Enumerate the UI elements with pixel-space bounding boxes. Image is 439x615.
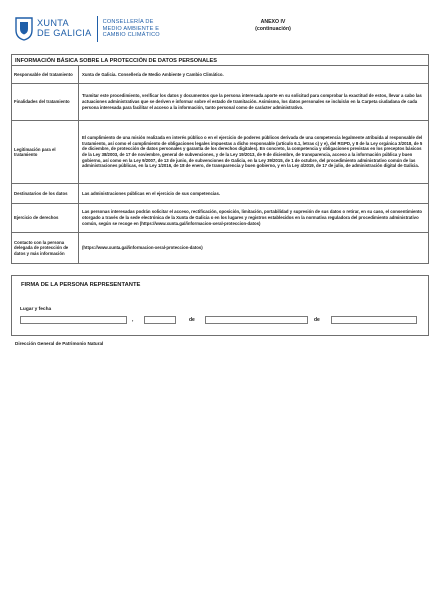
year-input[interactable] bbox=[331, 316, 417, 324]
xunta-wordmark bbox=[37, 19, 92, 38]
table-row bbox=[12, 66, 428, 84]
row-value bbox=[79, 233, 428, 263]
row-value bbox=[79, 84, 428, 120]
row-label: Finalidades del tratamiento bbox=[12, 84, 79, 120]
logo-divider bbox=[97, 16, 98, 42]
de-separator-2: de bbox=[314, 317, 320, 323]
table-row bbox=[12, 184, 428, 204]
table-row bbox=[12, 233, 428, 263]
data-protection-table bbox=[11, 54, 429, 264]
consellaria-line3: CAMBIO CLIMÁTICO bbox=[102, 32, 160, 39]
table-row bbox=[12, 204, 428, 233]
de-separator-1: de bbox=[189, 317, 195, 323]
consellaria-line2: MEDIO AMBIENTE E bbox=[102, 25, 160, 32]
consellaria-line1: CONSELLERÍA DE bbox=[102, 19, 154, 26]
signature-section bbox=[11, 275, 429, 336]
logo-line2: DE GALICIA bbox=[37, 28, 92, 38]
table-title: INFORMACIÓN BÁSICA SOBRE LA PROTECCIÓN DE DATOS PERSONALES bbox=[12, 55, 428, 66]
place-date-label: Lugar y fecha bbox=[20, 307, 52, 312]
row-label: Legitimación para el tratamiento bbox=[12, 121, 79, 183]
row-value bbox=[79, 204, 428, 232]
row-value bbox=[79, 184, 428, 203]
consellaria-name bbox=[103, 19, 160, 38]
table-row bbox=[12, 84, 428, 121]
month-input[interactable] bbox=[205, 316, 308, 324]
row-label: Responsable del tratamiento bbox=[12, 66, 79, 83]
day-input[interactable] bbox=[144, 316, 176, 324]
row-value-text: Las administraciones públicas en el ejercicio de sus competencias. bbox=[82, 190, 221, 196]
footer-department: Dirección General de Patrimonio Natural bbox=[15, 341, 104, 346]
row-value-text: Xunta de Galicia. Consellería de Medio Ambiente y Cambio Climático. bbox=[82, 71, 224, 77]
row-value bbox=[79, 121, 428, 183]
annex-title: ANEXO IV bbox=[260, 19, 286, 25]
xunta-shield-icon bbox=[15, 17, 33, 41]
xunta-logo bbox=[15, 16, 160, 42]
signature-title: FIRMA DE LA PERSONA REPRESENTANTE bbox=[21, 282, 141, 288]
row-value-text: El cumplimiento de una misión realizada en interés público o en el ejercicio de poderes públicos derivada de una competencia legalmente atribuida al responsable del tratamiento, así como el cumplimiento de obligaciones legales impuestas a dicho responsable (artículo 6.1, letras c) y e), del RGPD, y 8 de la Ley orgánica 3/2018, de 5 de diciembre, de protección de datos personales y garantía de los derechos digitales). En concreto, la competencia y obligaciones previstas en los preceptos básicos de la Ley 38/2003, de 17 de noviembre, general de subvenciones, y de la Ley 19/2013, de 9 de diciembre, de transparencia, acceso a la información pública y buen gobierno, así como en la Ley 9/2007, de 13 de junio, de subvenciones de Galicia, en la Ley 39/2015, de 1 de octubre, del procedimiento administrativo común de las administraciones públicas, en la Ley 1/2016, de 18 de enero, de transparencia y buen gobierno, y en la Ley 4/2019, de 17 de julio, de administración digital de Galicia. bbox=[82, 134, 423, 169]
row-label: Ejercicio de derechos bbox=[12, 204, 79, 232]
row-value bbox=[79, 66, 428, 83]
row-label: Destinatarios de los datos bbox=[12, 184, 79, 203]
row-label: Contacto con la persona delegada de protección de datos y más información bbox=[12, 233, 79, 263]
place-input[interactable] bbox=[20, 316, 127, 324]
annex-subtitle: (continuación) bbox=[255, 26, 291, 32]
table-row bbox=[12, 121, 428, 184]
row-value-text: Tramitar este procedimiento, verificar los datos y documentos que la persona interesada aporte en su solicitud para comprobar la exactitud de estos, llevar a cabo las actuaciones administrativas que se deriven e informar sobre el estado de tramitación. Asimismo, los datos personales se incluirán en la Carpeta ciudadana de cada persona interesada para facilitar el acceso a la información, tanto personal como de carácter administrativo. bbox=[82, 93, 422, 110]
comma-separator: , bbox=[132, 317, 134, 323]
row-value-text: (https://www.xunta.gal/informacion-xeral-proteccion-datos) bbox=[82, 245, 203, 251]
logo-line1: XUNTA bbox=[37, 18, 69, 29]
row-value-text: Las personas interesadas podrán solicitar el acceso, rectificación, oposición, limitación, portabilidad y supresión de sus datos o retirar, en su caso, el consentimiento otorgado a través de la sede electrónica de la Xunta de Galicia o en los lugares y registros establecidos en la normativa reguladora del procedimiento administrativo común, según se recoge en (https://www.xunta.gal/informacion-xeral-proteccion-datos) bbox=[82, 209, 423, 226]
document-header bbox=[15, 16, 425, 50]
annex-heading bbox=[243, 19, 303, 33]
